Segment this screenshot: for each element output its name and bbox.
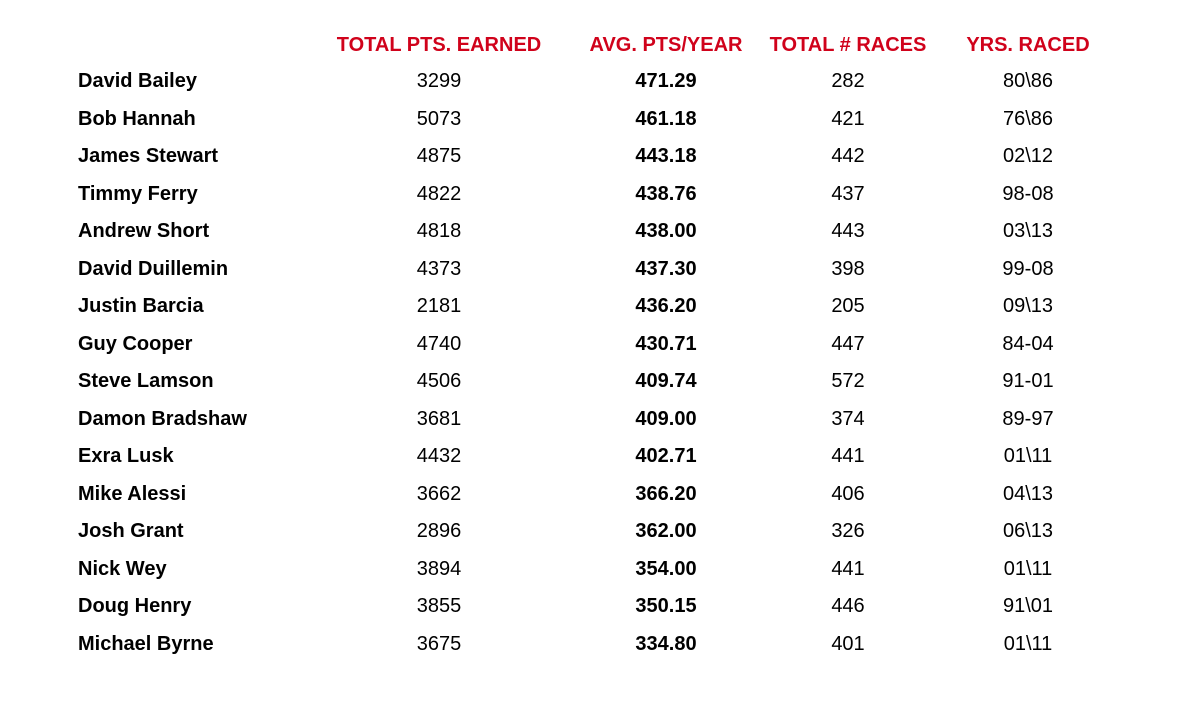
header-row xyxy=(72,27,1116,63)
yrs-raced-cell: 99-08 xyxy=(1002,257,1054,280)
avg-pts-cell: 402.71 xyxy=(635,445,697,468)
avg-pts-cell: 461.18 xyxy=(635,107,697,130)
total-races-cell: 572 xyxy=(831,370,865,393)
yrs-raced-cell: 91-01 xyxy=(1002,370,1054,393)
rider-name: Josh Grant xyxy=(78,520,184,543)
total-pts-cell: 4373 xyxy=(416,257,462,280)
table-row xyxy=(72,551,1116,589)
total-pts-cell: 4740 xyxy=(416,332,462,355)
total-races-cell: 326 xyxy=(831,520,865,543)
avg-pts-cell: 362.00 xyxy=(635,520,697,543)
total-pts-cell: 3894 xyxy=(416,557,462,580)
rider-name: Michael Byrne xyxy=(78,632,214,655)
total-races-cell: 401 xyxy=(831,632,865,655)
table-row xyxy=(72,176,1116,214)
table-row xyxy=(72,476,1116,514)
avg-pts-cell: 350.15 xyxy=(635,595,697,618)
total-pts-cell: 3855 xyxy=(416,595,462,618)
yrs-raced-cell: 09\13 xyxy=(1002,295,1054,318)
table-row xyxy=(72,513,1116,551)
table-row xyxy=(72,288,1116,326)
avg-pts-cell: 366.20 xyxy=(635,482,697,505)
total-pts-cell: 4822 xyxy=(416,182,462,205)
header-avg-pts: AVG. PTS/YEAR xyxy=(589,33,743,56)
total-races-cell: 443 xyxy=(831,220,865,243)
yrs-raced-cell: 02\12 xyxy=(1002,145,1054,168)
total-races-cell: 398 xyxy=(831,257,865,280)
rider-name: David Duillemin xyxy=(78,257,229,280)
total-races-cell: 406 xyxy=(831,482,865,505)
header-total-pts: TOTAL PTS. EARNED xyxy=(336,33,542,56)
total-races-cell: 421 xyxy=(831,107,865,130)
table-row xyxy=(72,101,1116,139)
table-row xyxy=(72,438,1116,476)
table-body xyxy=(72,63,1116,663)
total-races-cell: 205 xyxy=(831,295,865,318)
table-row xyxy=(72,363,1116,401)
rider-name: Bob Hannah xyxy=(78,107,196,130)
avg-pts-cell: 471.29 xyxy=(635,70,697,93)
total-pts-cell: 4506 xyxy=(416,370,462,393)
header-name xyxy=(72,27,302,63)
table-row xyxy=(72,138,1116,176)
avg-pts-cell: 438.00 xyxy=(635,220,697,243)
yrs-raced-cell: 84-04 xyxy=(1002,332,1054,355)
yrs-raced-cell: 76\86 xyxy=(1002,107,1054,130)
total-pts-cell: 3681 xyxy=(416,407,462,430)
avg-pts-cell: 334.80 xyxy=(635,632,697,655)
yrs-raced-cell: 06\13 xyxy=(1002,520,1054,543)
table-row xyxy=(72,401,1116,439)
yrs-raced-cell: 01\11 xyxy=(1003,632,1053,655)
rider-name: Damon Bradshaw xyxy=(78,407,247,430)
total-pts-cell: 3662 xyxy=(416,482,462,505)
rider-name: Mike Alessi xyxy=(78,482,187,505)
table-row xyxy=(72,626,1116,664)
rider-name: Justin Barcia xyxy=(78,295,204,318)
total-races-cell: 374 xyxy=(831,407,865,430)
rider-name: James Stewart xyxy=(78,145,219,168)
yrs-raced-cell: 01\11 xyxy=(1003,445,1053,468)
table-row xyxy=(72,213,1116,251)
header-total-races: TOTAL # RACES xyxy=(769,33,927,56)
total-pts-cell: 3675 xyxy=(416,632,462,655)
yrs-raced-cell: 01\11 xyxy=(1003,557,1053,580)
yrs-raced-cell: 89-97 xyxy=(1002,407,1054,430)
avg-pts-cell: 436.20 xyxy=(635,295,697,318)
total-pts-cell: 5073 xyxy=(416,107,462,130)
rider-name: Steve Lamson xyxy=(78,370,214,393)
table-row xyxy=(72,326,1116,364)
yrs-raced-cell: 98-08 xyxy=(1002,182,1054,205)
table-row xyxy=(72,251,1116,289)
total-pts-cell: 4432 xyxy=(416,445,462,468)
avg-pts-cell: 409.00 xyxy=(635,407,697,430)
avg-pts-cell: 438.76 xyxy=(635,182,697,205)
avg-pts-cell: 430.71 xyxy=(635,332,697,355)
total-pts-cell: 4875 xyxy=(416,145,462,168)
rider-name: Timmy Ferry xyxy=(78,182,198,205)
yrs-raced-cell: 03\13 xyxy=(1002,220,1054,243)
yrs-raced-cell: 91\01 xyxy=(1002,595,1054,618)
table-row xyxy=(72,63,1116,101)
avg-pts-cell: 443.18 xyxy=(635,145,697,168)
avg-pts-cell: 354.00 xyxy=(635,557,697,580)
rider-name: Doug Henry xyxy=(78,595,192,618)
rider-name: Exra Lusk xyxy=(78,445,174,468)
rider-name: Nick Wey xyxy=(78,557,167,580)
rider-name: Guy Cooper xyxy=(78,332,193,355)
total-races-cell: 441 xyxy=(831,557,865,580)
total-races-cell: 282 xyxy=(831,70,865,93)
total-races-cell: 442 xyxy=(831,145,865,168)
rider-name: David Bailey xyxy=(78,70,197,93)
total-races-cell: 441 xyxy=(831,445,865,468)
total-pts-cell: 3299 xyxy=(416,70,462,93)
yrs-raced-cell: 80\86 xyxy=(1002,70,1054,93)
total-pts-cell: 4818 xyxy=(416,220,462,243)
yrs-raced-cell: 04\13 xyxy=(1002,482,1054,505)
avg-pts-cell: 437.30 xyxy=(635,257,697,280)
total-races-cell: 437 xyxy=(831,182,865,205)
avg-pts-cell: 409.74 xyxy=(635,370,697,393)
rider-stats-table xyxy=(72,27,1116,663)
total-races-cell: 446 xyxy=(831,595,865,618)
total-races-cell: 447 xyxy=(831,332,865,355)
header-yrs-raced: YRS. RACED xyxy=(966,33,1090,56)
total-pts-cell: 2181 xyxy=(416,295,462,318)
total-pts-cell: 2896 xyxy=(416,520,462,543)
rider-name: Andrew Short xyxy=(78,220,210,243)
table-row xyxy=(72,588,1116,626)
